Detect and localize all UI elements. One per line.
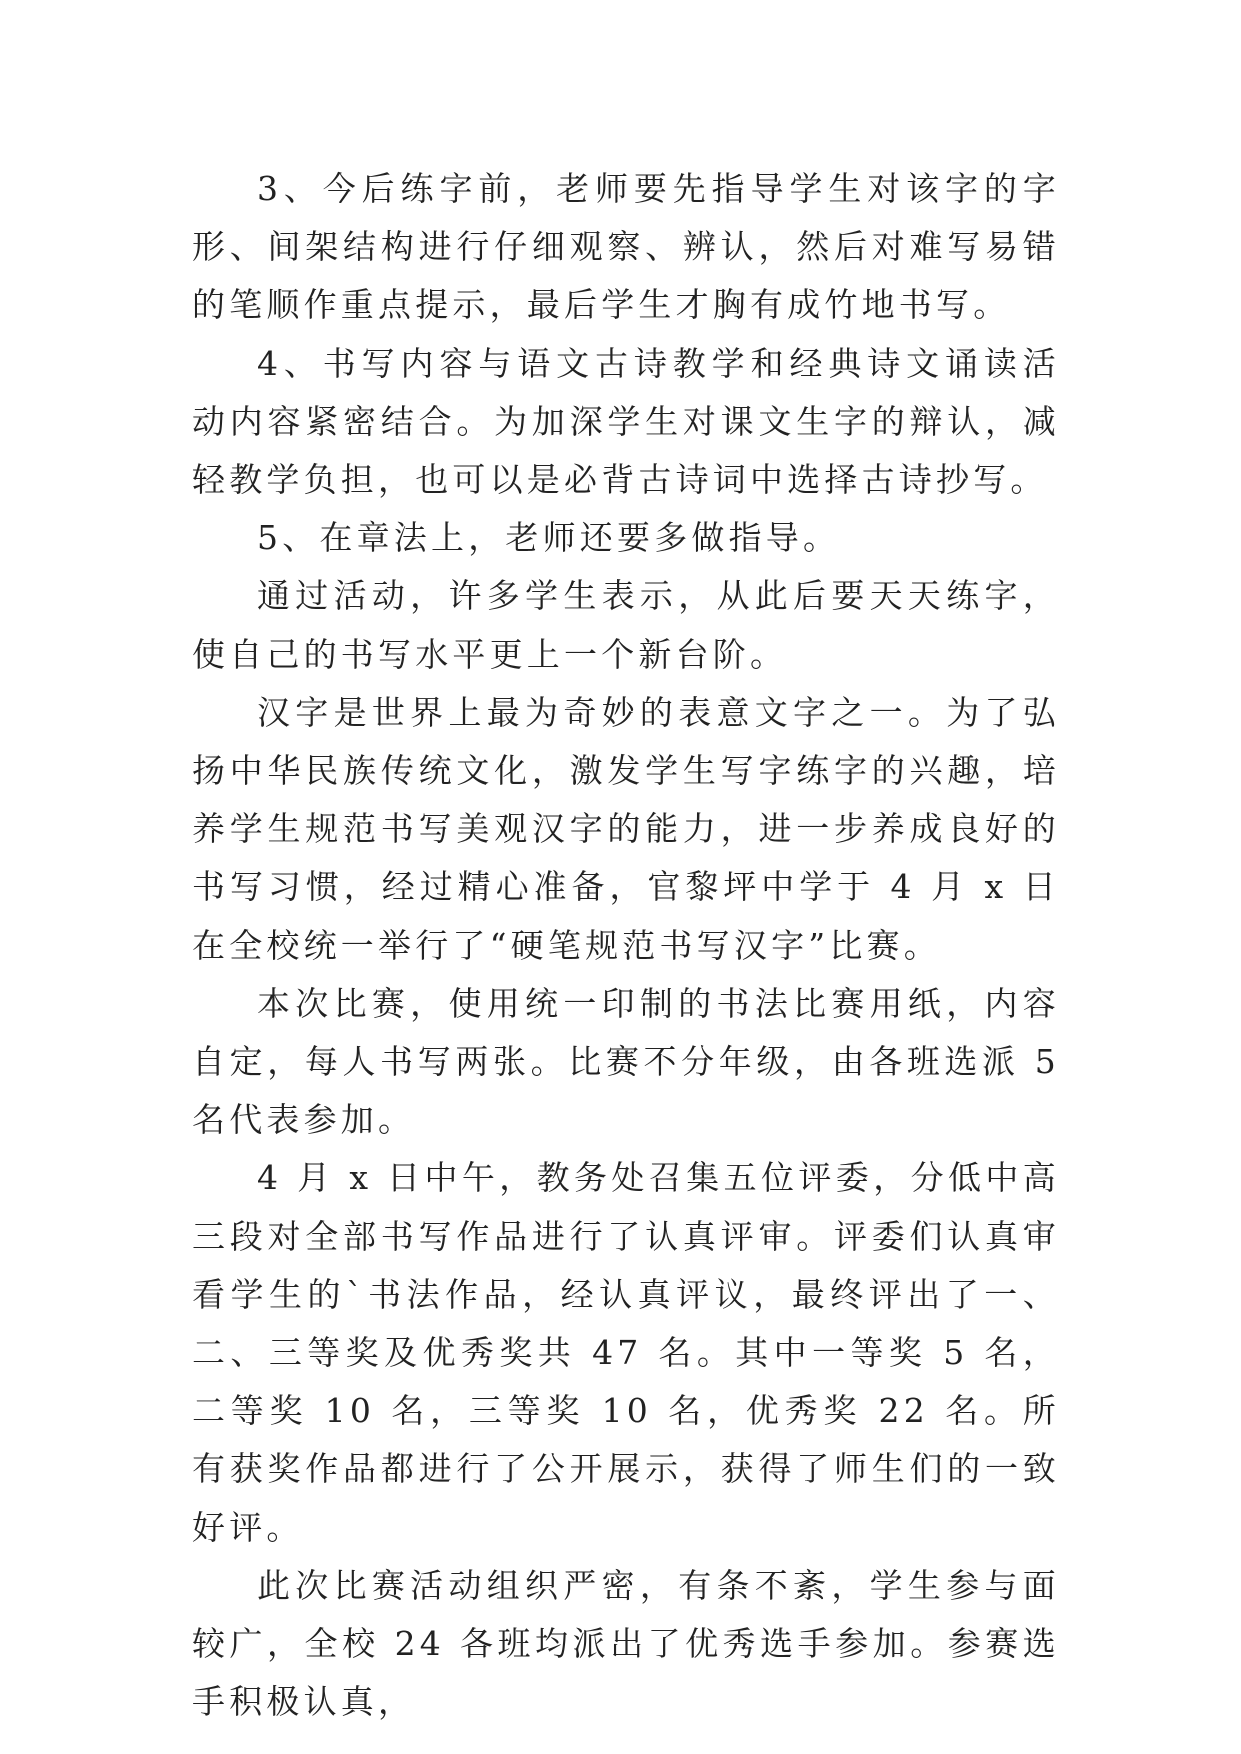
paragraph-7: 4 月 x 日中午，教务处召集五位评委，分低中高三段对全部书写作品进行了认真评审。评委们认真审看学生的`书法作品，经认真评议，最终评出了一、二、三等奖及优秀奖共 47 名。其中一等奖 5 名，二等奖 10 名，三等奖 10 名，优秀奖 22 名。所有获奖作品都进行了公开展示，获得了师生们的一致好评。 — [192, 1158, 1060, 1547]
paragraph-4: 通过活动，许多学生表示，从此后要天天练字，使自己的书写水平更上一个新台阶。 — [192, 576, 1060, 674]
paragraph-5: 汉字是世界上最为奇妙的表意文字之一。为了弘扬中华民族传统文化，激发学生写字练字的兴趣，培养学生规范书写美观汉字的能力，进一步养成良好的书写习惯，经过精心准备，官黎坪中学于 4 月 x 日在全校统一举行了“硬笔规范书写汉字”比赛。 — [192, 692, 1060, 965]
paragraph-2: 4、书写内容与语文古诗教学和经典诗文诵读活动内容紧密结合。为加深学生对课文生字的辩认，减轻教学负担，也可以是必背古诗词中选择古诗抄写。 — [192, 343, 1060, 500]
paragraph-1: 3、今后练字前，老师要先指导学生对该字的字形、间架结构进行仔细观察、辨认，然后对难写易错的笔顺作重点提示，最后学生才胸有成竹地书写。 — [192, 169, 1060, 325]
paragraph-6: 本次比赛，使用统一印制的书法比赛用纸，内容自定，每人书写两张。比赛不分年级，由各班选派 5 名代表参加。 — [192, 983, 1060, 1140]
document-body — [192, 160, 1060, 1731]
paragraph-8: 此次比赛活动组织严密，有条不紊，学生参与面较广，全校 24 各班均派出了优秀选手参加。参赛选手积极认真， — [192, 1565, 1060, 1722]
paragraph-3: 5、在章法上，老师还要多做指导。 — [257, 518, 841, 558]
